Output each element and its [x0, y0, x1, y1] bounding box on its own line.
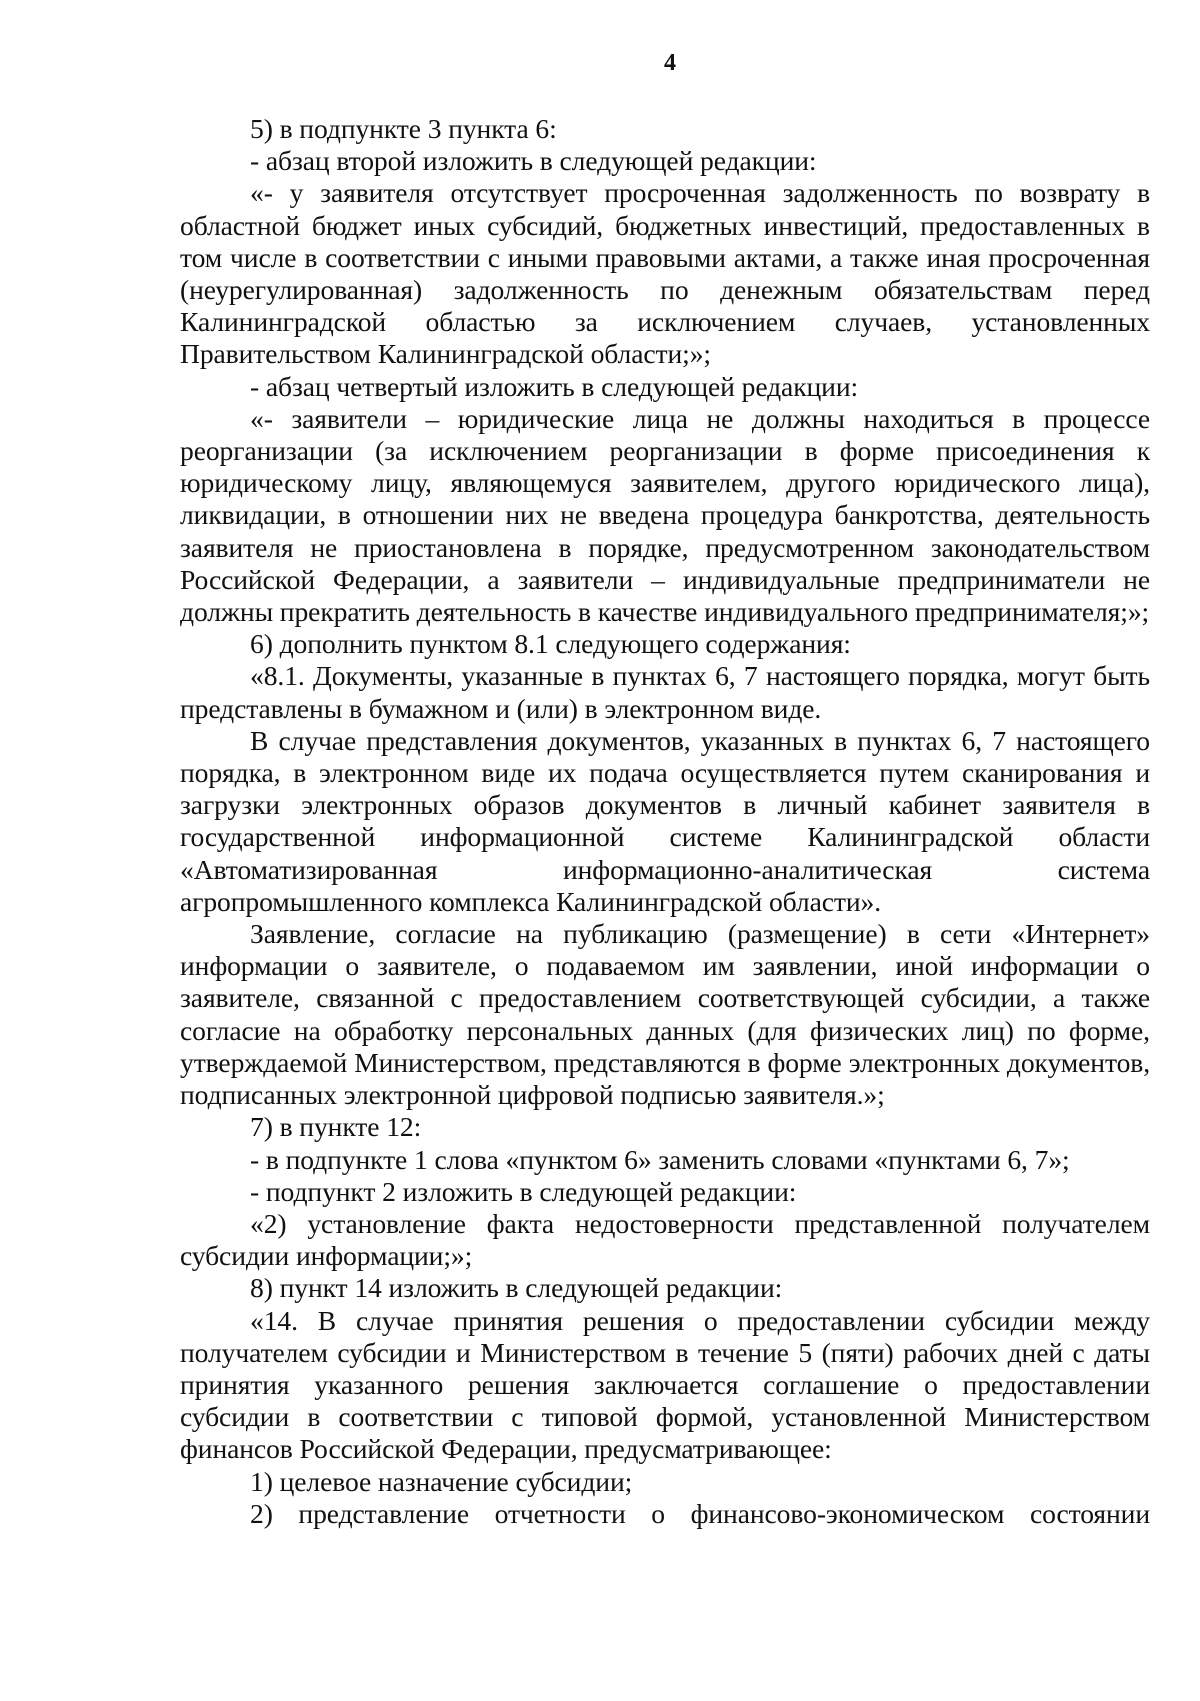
paragraph: «- у заявителя отсутствует просроченная задолженность по возврату в областной бюджет иных субсидий, бюджетных инвестиций, предоставленных в том числе в соответствии с иными правовыми актами, а также иная просроченная (неурегулированная) задолженность по денежным обязательствам перед Калининградской областью за исключением случаев, установленных Правительством Калининградской области;»;: [180, 177, 1150, 370]
paragraph: 5) в подпункте 3 пункта 6:: [250, 113, 557, 144]
paragraph: 7) в пункте 12:: [250, 1111, 422, 1143]
page-number: 4: [664, 50, 676, 76]
paragraph: В случае представления документов, указанных в пунктах 6, 7 настоящего порядка, в электронном виде их подача осуществляется путем сканирования и загрузки электронных образов документов в личный кабинет заявителя в государственной информационной системе Калининградской области «Автоматизированная информационно-аналитическая система агропромышленного комплекса Калининградской области».: [180, 724, 1150, 917]
paragraph: 8) пункт 14 изложить в следующей редакции:: [250, 1272, 783, 1304]
paragraph: «8.1. Документы, указанные в пунктах 6, 7 настоящего порядка, могут быть представлены в бумажном и (или) в электронном виде.: [180, 660, 1150, 724]
paragraph: - абзац четвертый изложить в следующей редакции:: [250, 370, 859, 402]
paragraph: 2) представление отчетности о финансово-экономическом состоянии: [250, 1497, 1150, 1529]
document-body: [180, 113, 1150, 1530]
paragraph: 1) целевое назначение субсидии;: [250, 1465, 633, 1497]
paragraph: Заявление, согласие на публикацию (размещение) в сети «Интернет» информации о заявителе, о подаваемом им заявлении, иной информации о заявителе, связанной с предоставлением соответствующей субсидии, а также согласие на обработку персональных данных (для физических лиц) по форме, утверждаемой Министерством, представляются в форме электронных документов, подписанных электронной цифровой подписью заявителя.»;: [180, 918, 1150, 1111]
paragraph: - подпункт 2 изложить в следующей редакции:: [250, 1175, 797, 1207]
paragraph: «14. В случае принятия решения о предоставлении субсидии между получателем субсидии и Министерством в течение 5 (пяти) рабочих дней с даты принятия указанного решения заключается соглашение о предоставлении субсидии в соответствии с типовой формой, установленной Министерством финансов Российской Федерации, предусматривающее:: [180, 1304, 1150, 1465]
paragraph: «2) установление факта недостоверности представленной получателем субсидии информации;»;: [180, 1207, 1150, 1272]
paragraph: «- заявители – юридические лица не должны находиться в процессе реорганизации (за исключением реорганизации в форме присоединения к юридическому лицу, являющемуся заявителем, другого юридического лица), ликвидации, в отношении них не введена процедура банкротства, деятельность заявителя не приостановлена в порядке, предусмотренном законодательством Российской Федерации, а заявители – индивидуальные предприниматели не должны прекратить деятельность в качестве индивидуального предпринимателя;»;: [180, 402, 1150, 628]
paragraph: - в подпункте 1 слова «пунктом 6» заменить словами «пунктами 6, 7»;: [250, 1143, 1070, 1175]
paragraph: 6) дополнить пунктом 8.1 следующего содержания:: [250, 628, 851, 660]
paragraph: - абзац второй изложить в следующей редакции:: [250, 145, 817, 177]
